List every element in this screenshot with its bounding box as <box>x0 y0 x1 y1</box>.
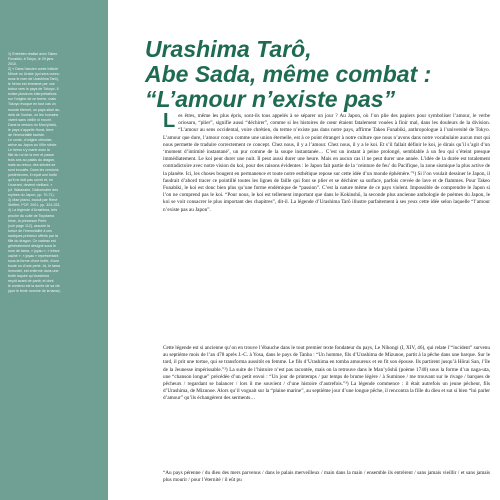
article-title <box>145 37 480 112</box>
body-paragraph-1 <box>163 110 490 214</box>
footnotes-text: 1) Entretien réalisé avec Takeo Funabiki, à Tokyo, le 29 janv. 2010. 2) « Dans l’ancien conte intitulé Minoé no Urabe (qui sera connu sous le nom de Urashima Tarô), le héros est emmené par une tortue vers le pays de Tokoyo. Il existe plusieurs interprétations sur l’origine de ce terme, mais Tokoyo évoque en tout cas un monde éternel, un pays situé au- delà de l’océan, où les humains vivent sans vieillir ni mourir. Dans la version du Man’yôshû, le pays s’appelle Horai, terre de l’immortalité taoïste. Le conte, d’origine chinoise, arrive au Japon au VIIIe siècle. Le héros s’y marie avec la fille du roi de la mer et passe trois ans au palais du dragon, mais au retour, des siècles se sont écoulés. Dans les versions postérieures, il reçoit une boîte qu’il ne doit pas ouvrir et, en l’ouvrant, devient vieillard. » (cf. Watanabe, Dictionnaire des mythes du Japon, pp. 70-71). 3) Man’yôshû, traduit par René Sieffert, POF, 2001, pp. 324-331. 4) La légende d’Urashima, très proche du culte de Toyotama hime, la princesse Perle (voir page 112), associe la tortue de l’immortalité à ces sadiques précieux offerts par la fille du dragon. Ce cadeau est généralement désigné sous le nom de tama, « joyau », « trésor caché », « joyau » représentant sous la forme d’une boîte, d’une boule ou d’une perle. Ici, le tama immortel, est enfermé dans une boîte laquée qu’Urashima reçoit avant de partir, et dont le contenu est la durée de sa vie (que le texte nomme de la tama). <box>8 52 61 294</box>
title-line-2: Abe Sada, même combat : <box>145 61 432 88</box>
body-paragraph-2: Cette légende est si ancienne qu’on en trouve l’ébauche dans le tout premier texte fondateur du pays, Le Nihongi (I, XIV, 46), qui relate l’“incident” survenu au septième mois de l’an 478 après J.-C. à Yosa, dans le pays de Tanba : “Un homme, fils d’Urashima de Mizunoe, partit à la pêche dans une barque. Sur le tard, il prit une tortue, qui se transforma aussitôt en femme. Le fils d’Urashima en tomba amoureux et en fit son épouse. Ils partirent jusqu’à Hôrai San, l’île de la Jeunesse impérissable.”²) La suite de l’histoire n’est pas racontée, mais on la retrouve dans le Man’yôshû (poème 1740) sous la forme d’un naga-uta, une “chanson longue” précédée d’un petit envoi : “Un jour de printemps / par temps de brume légère / à Suminoe / me trouvant sur le rivage / barques de pêcheurs / regardant se balancer / lors il me souvient / d’une histoire d’autrefois.”³) La légende commence : il était autrefois un jeune pêcheur, fils d’Urashima, de Mizunoe. Alors qu’il voguait sur la “plaine marine”, au septième jour d’une longue pêche, il rencontra la fille du dieu et sut si bien “lui parler d’amour” qu’ils échangèrent des serments… <box>163 345 490 402</box>
body-paragraph-3: “Au pays pérenne / du dieu des mers parvenus / dans le palais merveilleux / main dans la main / ensemble ils entrèrent / sans jamais vieillir / et sans jamais plus mourir / pour l’éternité / il eût pu <box>163 470 490 484</box>
title-line-1: Urashima Tarô, <box>145 36 312 63</box>
drop-cap: L <box>163 110 176 132</box>
title-line-3: “L’amour n’existe pas” <box>145 86 396 113</box>
footnotes-sidebar <box>0 0 108 500</box>
paragraph-1-text: es êtres, même les plus épris, sont-ils tous appelés à se séparer un jour ? Au Japon, où l’on plie des papiers pour symboliser l’amour, le verbe oriosaru, “plier”, signifie aussi “déchirer”, comme si les histoires de cœur étaient fatalement vouées à finir mal, dans les douleurs de la division. “L’amour au sens occidental, voire chrétien, du terme n’existe pas dans notre pays, affirme Takeo Funabiki, anthropologue à l’université de Tokyo. L’amour que dure, l’amour conçu comme une union éternelle, est à ce point étranger à notre culture que nous n’avons dans notre vocabulaire aucun mot qui nous permette de traduire correctement ce concept. Chez nous, il y a l’amour. Chez nous, il y a le koi. Et s’il fallait définir le koi, je dirais qu’il s’agit d’un ‘moment d’intimité instantané’, un pur comme de la soupe instantanée… C’est un instant à peine prolongé, semblable à un feu qui s’éteint presque immédiatement. Le koi peut durer une nuit. Il peut aussi durer une heure. Mais en aucun cas il ne peut durer une année. L’idée de la durée est totalement contradictoire avec notre vision du koi, pour des raisons évidentes : le Japon fait partie de la ‘ceinture de feu’ du Pacifique, la zone sismique la plus active de la planète. Ici, les choses bougent en permanence et toute notre esthétique repose sur cette idée d’un monde éphémère.”¹) Si l’on voulait dessiner le Japon, il faudrait d’abord tracer ce pointillé toutes les lignes de faille qui font se plier et se déchirer sa surface, parfois crevée de lave et de flammes. Pour Takeo Funabiki, le koi est donc bien plus qu’une forme endémique de “passion”. C’est la nature même de ce pays violent. Impossible de comprendre le Japon si l’on ne comprend pas le koi. “Pour nous, le koi est tellement important que dans le Kokinshû, la seconde plus ancienne anthologie de poèmes du Japon, le koi se voit consacrer le plus important des chapitres”, dit-il. La légende d’Urashima Tarô illustre parfaitement à ses yeux cette idée selon laquelle “l’amour n’existe pas au Japon”. <box>163 113 490 213</box>
